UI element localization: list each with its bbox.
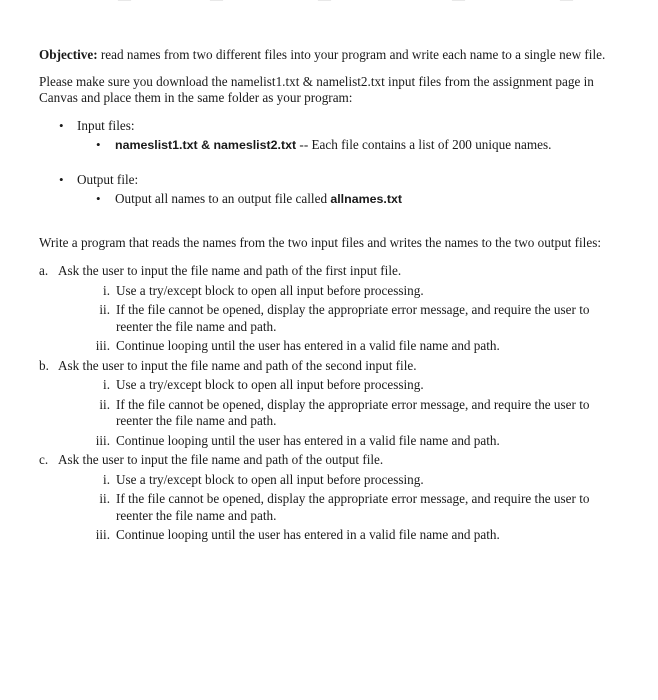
step-text: Continue looping until the user has entered in a valid file name and path.: [116, 338, 500, 353]
step-item: [97, 283, 614, 300]
program-intro: Write a program that reads the names from the two input files and writes the names to the two output files:: [39, 234, 601, 250]
input-files-label: Input files:: [77, 117, 135, 133]
task-steps: [97, 283, 614, 355]
step-item: [97, 302, 614, 335]
bullet-icon: •: [59, 171, 64, 187]
task-steps: [97, 377, 614, 449]
task-steps: [97, 472, 614, 544]
input-files-detail: [76, 137, 614, 154]
task-item: [39, 263, 614, 355]
output-file-sublist: [77, 191, 614, 208]
input-files-description: -- Each file contains a list of 200 unique names.: [296, 137, 552, 152]
step-item: [97, 527, 614, 544]
objective-paragraph: [39, 47, 614, 64]
output-file-detail: [76, 191, 614, 208]
task-marker: a.: [39, 263, 49, 278]
step-item: [97, 491, 614, 524]
step-marker: iii.: [95, 432, 110, 448]
input-files-sublist: [77, 137, 614, 154]
step-marker: ii.: [99, 491, 110, 506]
output-file-text: Output all names to an output file called: [115, 191, 331, 206]
step-marker: i.: [103, 377, 110, 392]
step-text: Use a try/except block to open all input before processing.: [116, 377, 424, 392]
step-marker: i.: [103, 471, 110, 487]
step-text: Use a try/except block to open all input before processing.: [116, 471, 424, 487]
input-file-names: nameslist1.txt & nameslist2.txt: [115, 138, 297, 152]
objective-text: read names from two different files into your program and write each name to a single new file.: [97, 47, 606, 62]
task-marker: c.: [39, 452, 49, 467]
step-item: [97, 338, 614, 355]
step-text: Use a try/except block to open all input before processing.: [116, 282, 424, 298]
file-list: [39, 118, 614, 208]
step-item: [97, 377, 614, 394]
step-marker: ii.: [99, 396, 110, 412]
output-file-name: allnames.txt: [330, 192, 402, 206]
step-item: [97, 433, 614, 450]
step-text: Continue looping until the user has entered in a valid file name and path.: [116, 527, 500, 542]
bullet-icon: •: [96, 191, 101, 206]
task-list: [39, 263, 614, 544]
input-files-item: [39, 118, 614, 154]
step-marker: iii.: [95, 338, 110, 353]
objective-label: Objective:: [39, 47, 98, 62]
step-item: [97, 472, 614, 489]
step-text: If the file cannot be opened, display the appropriate error message, and require the user to reenter the file name and path.: [116, 491, 590, 523]
output-file-item: [39, 172, 614, 208]
task-text: Ask the user to input the file name and path of the first input file.: [58, 263, 402, 278]
step-marker: ii.: [99, 302, 110, 317]
task-text: Ask the user to input the file name and path of the second input file.: [58, 357, 417, 373]
bullet-icon: •: [96, 137, 101, 152]
step-item: [97, 397, 614, 430]
output-file-label: Output file:: [77, 171, 139, 187]
cropped-previous-text: [0, 0, 658, 5]
task-text: Ask the user to input the file name and path of the output file.: [58, 452, 384, 467]
step-text: If the file cannot be opened, display the appropriate error message, and require the user to reenter the file name and path.: [116, 396, 590, 428]
task-marker: b.: [39, 357, 49, 373]
task-item: [39, 358, 614, 450]
task-item: [39, 452, 614, 544]
step-marker: iii.: [95, 527, 110, 542]
assignment-document: [39, 47, 614, 547]
bullet-icon: •: [59, 117, 64, 133]
step-marker: i.: [103, 282, 110, 298]
download-instructions: Please make sure you download the namelist1.txt & namelist2.txt input files from the assignment page in Canvas and place them in the same folder as your program:: [39, 73, 594, 105]
step-text: Continue looping until the user has entered in a valid file name and path.: [116, 432, 500, 448]
step-text: If the file cannot be opened, display the appropriate error message, and require the user to reenter the file name and path.: [116, 302, 590, 334]
